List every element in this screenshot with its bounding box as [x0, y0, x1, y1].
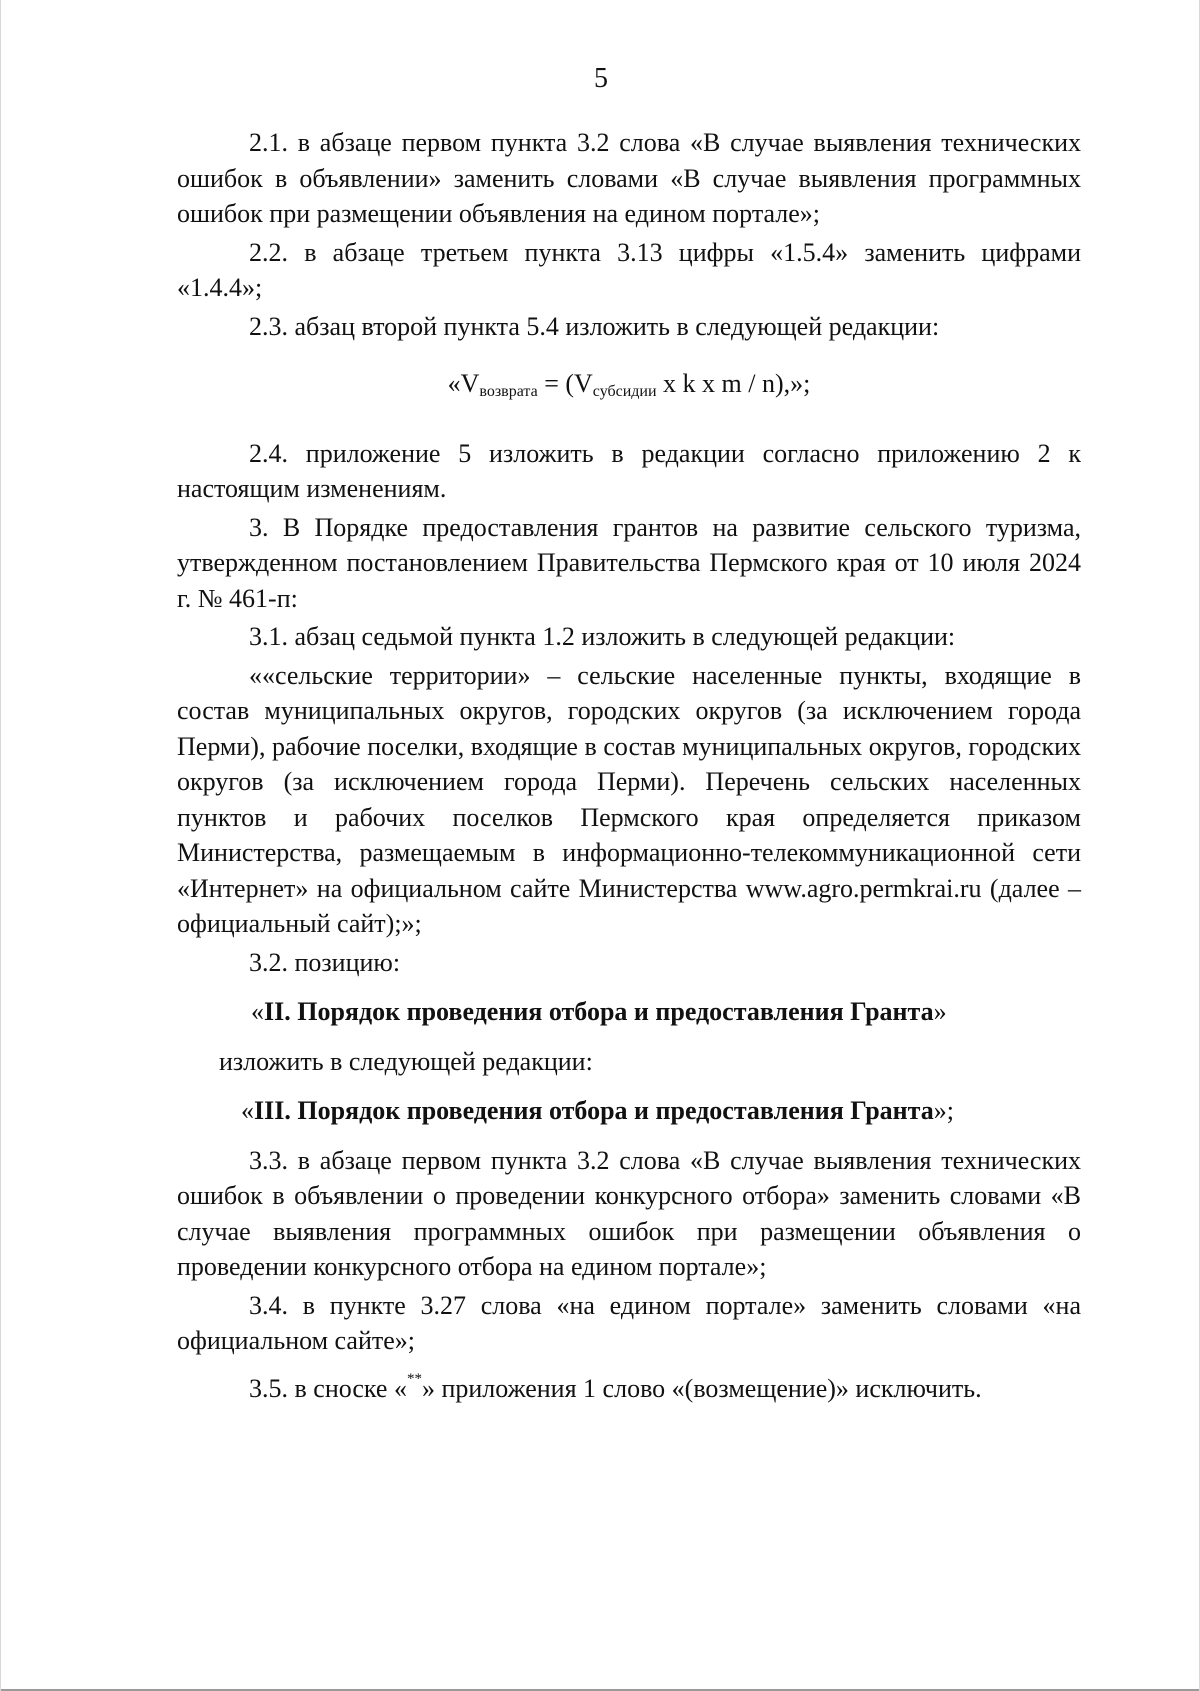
heading-new-close-quote: »;	[933, 1096, 954, 1125]
paragraph-2-2: 2.2. в абзаце третьем пункта 3.13 цифры «1.5.4» заменить цифрами «1.4.4»;	[177, 237, 1081, 302]
scan-edge	[1, 1683, 1199, 1691]
formula-subscript-return: возврата	[479, 383, 538, 400]
paragraph-3-5-before: 3.5. в сноске «	[249, 1373, 407, 1403]
paragraph-3-1-quote: ««сельские территории» – сельские населенные пункты, входящие в состав муниципальных округов, городских округов (за исключением города Перми), рабочие поселки, входящие в состав муниципальных округов, городских округов (за исключением города Перми). Перечень сельских населенных пунктов и рабочих поселков Пермского края определяется приказом Министерства, размещаемым в информационно-телекоммуникационной сети «Интернет» на официальном сайте Министерства www.agro.permkrai.ru (далее – официальный сайт);»;	[177, 660, 1081, 938]
heading-new-text: III. Порядок проведения отбора и предоставления Гранта	[254, 1096, 934, 1125]
heading-new-open-quote: «	[241, 1096, 254, 1125]
formula-subscript-subsidy: субсидии	[592, 383, 657, 400]
heading-new	[177, 1093, 1081, 1129]
footnote-mark: **	[406, 1370, 422, 1387]
formula-close: x k x m / n),»;	[656, 369, 811, 398]
paragraph-2-3: 2.3. абзац второй пункта 5.4 изложить в следующей редакции:	[249, 311, 940, 341]
paragraph-restate: изложить в следующей редакции:	[219, 1046, 593, 1076]
paragraph-2-1: 2.1. в абзаце первом пункта 3.2 слова «В случае выявления технических ошибок в объявлении» заменить словами «В случае выявления программных ошибок при размещении объявления на едином портале»;	[177, 128, 1081, 228]
heading-old-open-quote: «	[251, 997, 264, 1026]
paragraph-3-4: 3.4. в пункте 3.27 слова «на едином портале» заменить словами «на официальном сайте»;	[177, 1290, 1081, 1355]
heading-old-close-quote: »	[933, 997, 947, 1026]
paragraph-3-5-after: » приложения 1 слово «(возмещение)» исключить.	[421, 1373, 982, 1403]
page-number: 5	[594, 63, 608, 94]
formula	[177, 366, 1081, 410]
formula-mid: = (V	[537, 369, 593, 398]
paragraph-3-5	[177, 1362, 1081, 1407]
paragraph-2-4: 2.4. приложение 5 изложить в редакции согласно приложению 2 к настоящим изменениям.	[177, 438, 1081, 503]
heading-old-text: II. Порядок проведения отбора и предоставления Гранта	[264, 997, 934, 1026]
document-body	[177, 125, 1081, 1406]
paragraph-3-2: 3.2. позицию:	[249, 947, 401, 977]
formula-open: «V	[447, 369, 480, 398]
paragraph-3-1: 3.1. абзац седьмой пункта 1.2 изложить в следующей редакции:	[249, 622, 956, 651]
paragraph-3-3: 3.3. в абзаце первом пункта 3.2 слова «В случае выявления технических ошибок в объявлении о проведении конкурсного отбора» заменить словами «В случае выявления программных ошибок при размещении объявления о проведении конкурсного отбора на едином портале»;	[177, 1145, 1081, 1281]
heading-old	[177, 994, 1081, 1030]
paragraph-3: 3. В Порядке предоставления грантов на развитие сельского туризма, утвержденном постановлением Правительства Пермского края от 10 июля 2024 г. № 461-п:	[177, 512, 1081, 613]
